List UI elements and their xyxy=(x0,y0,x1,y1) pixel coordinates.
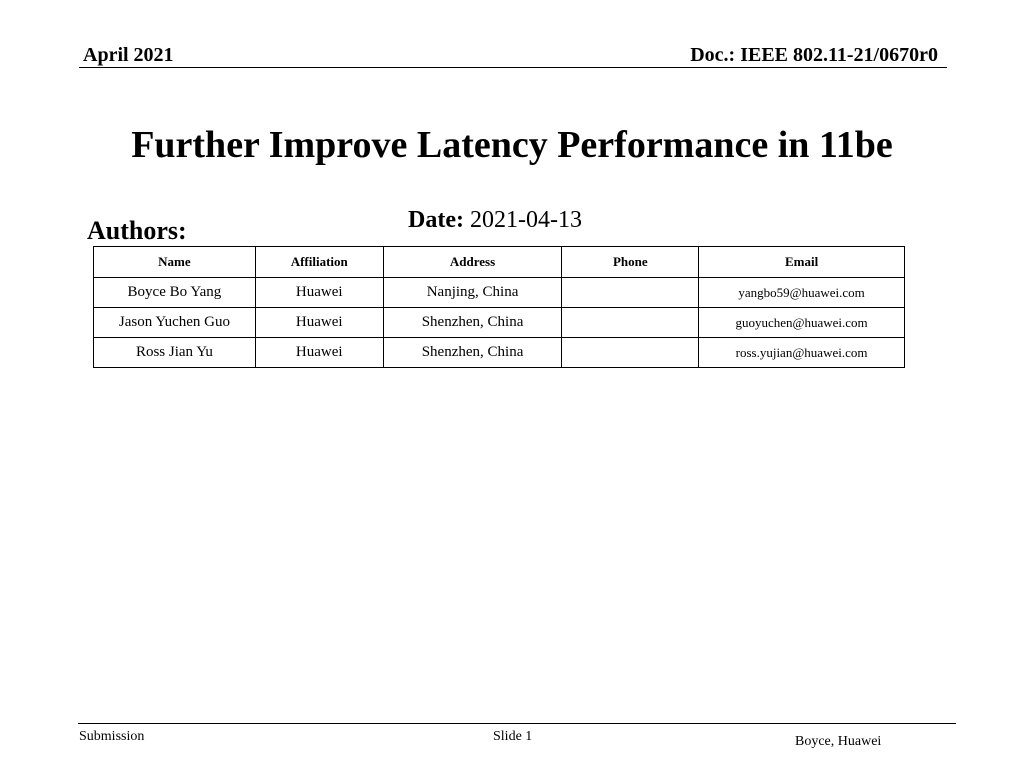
header-doc-id: Doc.: IEEE 802.11-21/0670r0 xyxy=(690,44,938,66)
author-email: guoyuchen@huawei.com xyxy=(699,308,905,338)
footer-divider xyxy=(78,723,956,724)
footer-author: Boyce, Huawei xyxy=(795,734,882,749)
author-phone xyxy=(562,308,699,338)
table-row xyxy=(94,308,905,338)
header-date: April 2021 xyxy=(83,44,174,66)
column-header-name: Name xyxy=(94,247,256,278)
author-name: Jason Yuchen Guo xyxy=(94,308,256,338)
column-header-address: Address xyxy=(383,247,562,278)
footer-slide-number: Slide 1 xyxy=(493,729,533,744)
author-affiliation: Huawei xyxy=(255,278,383,308)
author-affiliation: Huawei xyxy=(255,308,383,338)
authors-table xyxy=(93,246,905,368)
author-email: ross.yujian@huawei.com xyxy=(699,338,905,368)
author-email: yangbo59@huawei.com xyxy=(699,278,905,308)
author-name: Boyce Bo Yang xyxy=(94,278,256,308)
author-affiliation: Huawei xyxy=(255,338,383,368)
author-address: Nanjing, China xyxy=(383,278,562,308)
column-header-email: Email xyxy=(699,247,905,278)
date-line xyxy=(408,205,582,235)
table-row xyxy=(94,278,905,308)
author-phone xyxy=(562,278,699,308)
author-address: Shenzhen, China xyxy=(383,308,562,338)
author-address: Shenzhen, China xyxy=(383,338,562,368)
column-header-phone: Phone xyxy=(562,247,699,278)
date-label: Date: xyxy=(408,207,464,233)
table-row xyxy=(94,338,905,368)
table-header-row xyxy=(94,247,905,278)
author-name: Ross Jian Yu xyxy=(94,338,256,368)
authors-label: Authors: xyxy=(87,216,187,245)
footer-submission: Submission xyxy=(79,729,145,744)
header-divider xyxy=(79,67,947,68)
author-phone xyxy=(562,338,699,368)
column-header-affiliation: Affiliation xyxy=(255,247,383,278)
slide-title: Further Improve Latency Performance in 11be xyxy=(131,124,893,166)
date-value: 2021-04-13 xyxy=(469,207,582,233)
